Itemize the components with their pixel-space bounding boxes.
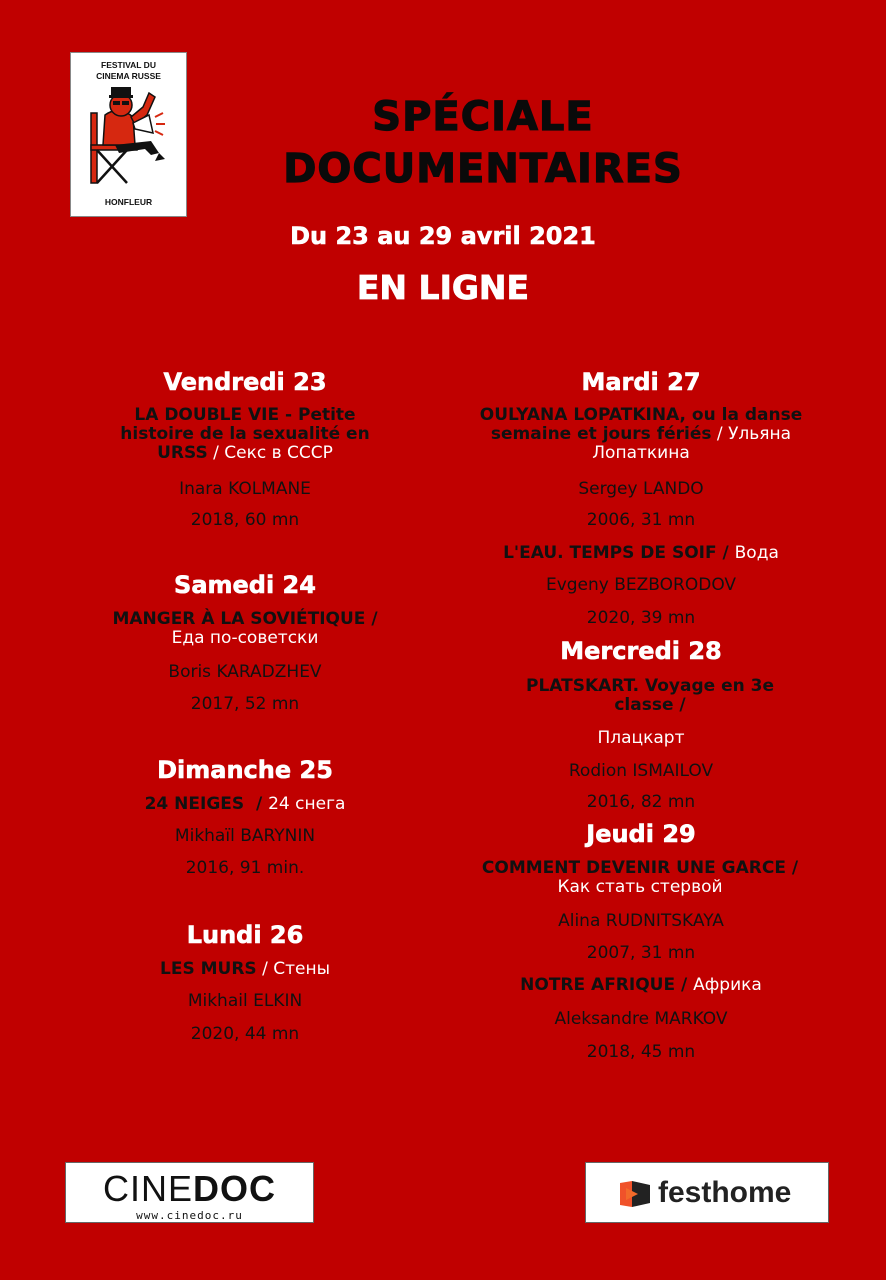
film-title-fr: LA DOUBLE VIE - Petite histoire de la sexualité en URSS: [120, 405, 370, 463]
film-year-duration: 2018, 45 mn: [586, 1042, 696, 1062]
title-separator: /: [711, 424, 729, 444]
film-title-ru: Стены: [273, 959, 330, 979]
film-title-garce: [470, 859, 810, 897]
title-separator: /: [785, 858, 799, 878]
title-separator: /: [207, 443, 225, 463]
film-title-fr: L'EAU. TEMPS DE SOIF: [503, 543, 717, 563]
film-title-platskart: [500, 677, 800, 715]
film-title-fr: COMMENT DEVENIR UNE GARCE: [481, 858, 786, 878]
film-title-fr: 24 NEIGES: [144, 794, 245, 814]
film-director: Inara KOLMANE: [179, 479, 311, 499]
film-title-eau: [445, 544, 837, 563]
film-title-ru: Еда по-советски: [171, 628, 319, 648]
film-title-manger: [50, 610, 440, 648]
festival-logo-honfleur: HONFLEUR: [104, 197, 153, 207]
film-year-duration: 2016, 82 mn: [586, 792, 696, 812]
film-title-ru: Как стать стервой: [557, 877, 723, 897]
film-director: Sergey LANDO: [578, 479, 704, 499]
film-year-duration: 2006, 31 mn: [586, 510, 696, 530]
cinedoc-light: CINE: [102, 1168, 193, 1209]
film-year-duration: 2016, 91 min.: [185, 858, 305, 878]
day-heading-thursday: Jeudi 29: [586, 820, 696, 848]
title-separator: /: [256, 959, 274, 979]
festival-logo-line1: FESTIVAL DU: [101, 60, 156, 70]
film-title-fr: OULYANA LOPATKINA, ou la danse semaine et jours fériés: [479, 405, 803, 444]
director-chair-illustration: [85, 83, 175, 215]
film-title-les-murs: [50, 960, 440, 979]
film-title-fr: NOTRE AFRIQUE: [520, 975, 676, 995]
cinedoc-url: www.cinedoc.ru: [136, 1209, 243, 1222]
title-line1: SPÉCIALE: [372, 94, 594, 140]
title-line2: DOCUMENTAIRES: [283, 146, 683, 192]
film-title-fr: LES MURS: [160, 959, 257, 979]
film-director: Evgeny BEZBORODOV: [545, 575, 737, 595]
film-title-ru: Плацкарт: [597, 728, 685, 748]
title-separator: /: [716, 543, 735, 563]
film-title-24-neiges: [50, 795, 440, 814]
festhome-play-icon: [618, 1179, 652, 1209]
film-title-ru: Ульяна Лопаткина: [592, 424, 792, 463]
festhome-logo: [585, 1162, 829, 1223]
film-title-platskart-ru: [445, 729, 837, 748]
film-title-ru: Африка: [693, 975, 762, 995]
film-year-duration: 2020, 39 mn: [586, 608, 696, 628]
film-title-fr: MANGER À LA SOVIÉTIQUE: [112, 609, 366, 629]
title-separator: /: [244, 794, 269, 814]
festival-logo-top: [71, 60, 186, 82]
film-year-duration: 2020, 44 mn: [190, 1024, 300, 1044]
film-title-ru: 24 снега: [268, 794, 346, 814]
film-title-ru: Вода: [734, 543, 779, 563]
film-year-duration: 2007, 31 mn: [586, 943, 696, 963]
day-heading-friday: Vendredi 23: [163, 368, 327, 396]
film-title-afrique: [445, 976, 837, 995]
film-title-double-vie: [95, 406, 395, 463]
cinedoc-wordmark: [66, 1169, 313, 1209]
film-director: Aleksandre MARKOV: [554, 1009, 728, 1029]
day-heading-sunday: Dimanche 25: [157, 756, 333, 784]
film-director: Rodion ISMAILOV: [568, 761, 714, 781]
film-director: Boris KARADZHEV: [168, 662, 322, 682]
film-director: Alina RUDNITSKAYA: [558, 911, 724, 931]
date-range: Du 23 au 29 avril 2021: [290, 222, 596, 250]
film-title-lopatkina: [455, 406, 827, 463]
film-director: Mikhail ELKIN: [187, 991, 303, 1011]
festival-logo: [70, 52, 187, 217]
cinedoc-heavy: DOC: [193, 1168, 276, 1209]
film-title-ru: Секс в СССР: [224, 443, 333, 463]
title-separator: /: [673, 695, 686, 715]
day-heading-wednesday: Mercredi 28: [560, 637, 722, 665]
day-heading-saturday: Samedi 24: [174, 571, 316, 599]
day-heading-monday: Lundi 26: [186, 921, 304, 949]
film-year-duration: 2018, 60 mn: [190, 510, 300, 530]
festhome-wordmark: festhome: [658, 1176, 792, 1209]
festival-logo-line2: CINEMA RUSSE: [96, 71, 161, 81]
cinedoc-logo: [65, 1162, 314, 1223]
online-label: EN LIGNE: [356, 268, 530, 307]
film-year-duration: 2017, 52 mn: [190, 694, 300, 714]
film-title-fr: PLATSKART. Voyage en 3e classe: [525, 676, 774, 715]
title-separator: /: [675, 975, 694, 995]
day-heading-tuesday: Mardi 27: [581, 368, 701, 396]
film-director: Mikhaïl BARYNIN: [174, 826, 316, 846]
title-separator: /: [365, 609, 378, 629]
